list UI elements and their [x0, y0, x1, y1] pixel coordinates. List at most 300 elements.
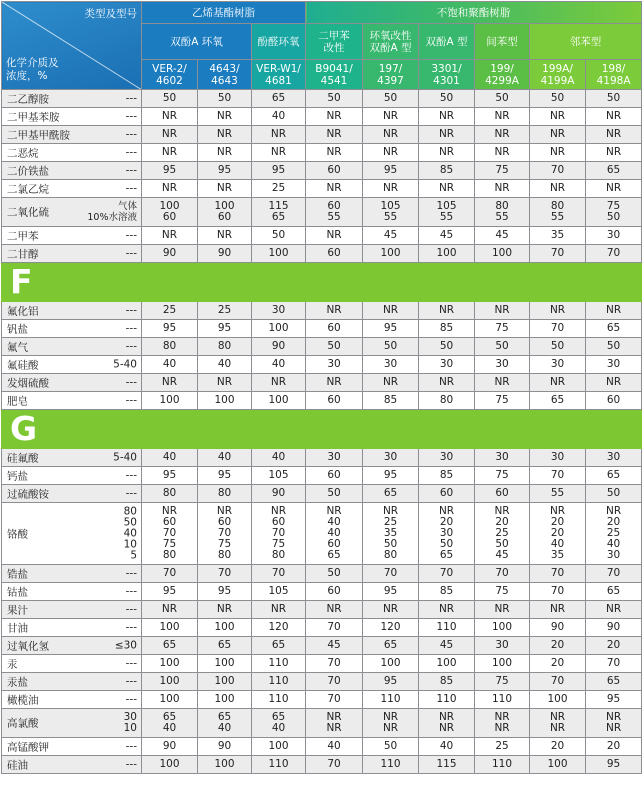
value-cell: NR	[586, 374, 642, 392]
value-cell: 70	[530, 162, 586, 180]
value-cell: 100	[142, 655, 198, 673]
concentration: ---	[125, 164, 137, 176]
value-cell: 70	[142, 565, 198, 583]
table-row	[2, 601, 642, 619]
concentration: 5-40	[113, 358, 137, 370]
value-cell: NR 60 70 75 80	[252, 503, 306, 565]
value-cell: 100	[475, 619, 530, 637]
value-cell: NR	[363, 108, 419, 126]
chemical-cell	[2, 655, 142, 673]
value-cell: 50	[363, 738, 419, 756]
value-cell: NR	[306, 601, 363, 619]
value-cell: 105 55	[419, 198, 475, 227]
chemical-name: 高氯酸	[7, 717, 39, 730]
value-cell: 70	[419, 565, 475, 583]
chemical-cell	[2, 162, 142, 180]
value-cell: 100	[363, 655, 419, 673]
value-cell: 60	[306, 583, 363, 601]
value-cell: NR	[198, 180, 252, 198]
chemical-cell	[2, 738, 142, 756]
value-cell: NR	[475, 144, 530, 162]
model-header-2: 4643/ 4643	[198, 60, 252, 90]
chemical-cell	[2, 392, 142, 410]
value-cell: NR	[530, 601, 586, 619]
chemical-cell	[2, 320, 142, 338]
value-cell: NR	[363, 302, 419, 320]
chemical-name: 二甲基苯胺	[7, 111, 60, 123]
chemical-name: 硅油	[7, 759, 28, 771]
value-cell: NR NR	[419, 709, 475, 738]
value-cell: 70	[252, 565, 306, 583]
chemical-name: 汞	[7, 658, 18, 670]
value-cell: 110	[475, 691, 530, 709]
value-cell: 45	[475, 227, 530, 245]
value-cell: NR	[586, 108, 642, 126]
value-cell: NR	[530, 180, 586, 198]
value-cell: 45	[306, 637, 363, 655]
value-cell: 80	[198, 485, 252, 503]
table-row	[2, 108, 642, 126]
value-cell: 60	[475, 485, 530, 503]
value-cell: NR 20 25 50 45	[475, 503, 530, 565]
section-letter-G: G	[2, 410, 642, 449]
value-cell: NR	[530, 302, 586, 320]
value-cell: 50	[586, 90, 642, 108]
value-cell: NR	[363, 144, 419, 162]
table-row	[2, 709, 642, 738]
value-cell: 30	[475, 449, 530, 467]
value-cell: 70	[306, 756, 363, 774]
chemical-name: 甘油	[7, 622, 28, 634]
chemical-cell	[2, 198, 142, 227]
resin-type-4: 环氧改性 双酚A 型	[363, 24, 419, 60]
concentration: ---	[125, 657, 137, 669]
concentration: 气体 10%水溶液	[87, 201, 137, 223]
table-row	[2, 90, 642, 108]
table-row	[2, 144, 642, 162]
value-cell: NR	[475, 126, 530, 144]
value-cell: 100	[198, 619, 252, 637]
value-cell: 110	[252, 691, 306, 709]
resin-group-2: 不饱和聚酯树脂	[306, 2, 642, 24]
value-cell: 95	[198, 583, 252, 601]
value-cell: NR 60 70 75 80	[198, 503, 252, 565]
value-cell: 70	[363, 565, 419, 583]
value-cell: 50	[306, 338, 363, 356]
value-cell: 20	[530, 655, 586, 673]
resistance-table	[1, 1, 642, 774]
value-cell: NR	[306, 108, 363, 126]
value-cell: NR	[419, 108, 475, 126]
value-cell: 40	[252, 108, 306, 126]
table-row	[2, 619, 642, 637]
value-cell: 30	[530, 356, 586, 374]
value-cell: 50	[419, 90, 475, 108]
value-cell: 110	[252, 655, 306, 673]
value-cell: 20	[586, 637, 642, 655]
value-cell: NR	[198, 144, 252, 162]
value-cell: NR	[252, 374, 306, 392]
value-cell: 40	[142, 356, 198, 374]
table-row	[2, 392, 642, 410]
table-row	[2, 180, 642, 198]
value-cell: 60	[306, 162, 363, 180]
value-cell: NR	[419, 144, 475, 162]
concentration: ---	[125, 675, 137, 687]
concentration: 30 10	[123, 711, 137, 734]
value-cell: 50	[306, 565, 363, 583]
value-cell: 100	[363, 245, 419, 263]
value-cell: 95	[198, 162, 252, 180]
corner-bottom-label	[6, 57, 59, 83]
value-cell: 95	[363, 162, 419, 180]
value-cell: NR	[475, 601, 530, 619]
concentration: ---	[125, 693, 137, 705]
value-cell: 65	[586, 583, 642, 601]
value-cell: 75	[475, 320, 530, 338]
model-header-4: B9041/ 4541	[306, 60, 363, 90]
concentration: ---	[125, 585, 137, 597]
concentration: ---	[125, 621, 137, 633]
chemical-name: 氟化铝	[7, 305, 39, 317]
value-cell: NR	[586, 302, 642, 320]
value-cell: 60	[306, 392, 363, 410]
value-cell: 65	[252, 90, 306, 108]
value-cell: 65	[142, 637, 198, 655]
value-cell: 60	[419, 485, 475, 503]
value-cell: 60	[306, 467, 363, 485]
chemical-name: 钙盐	[7, 470, 28, 482]
value-cell: 25	[198, 302, 252, 320]
value-cell: 90	[252, 338, 306, 356]
chemical-name: 二恶烷	[7, 147, 39, 159]
value-cell: 100	[142, 691, 198, 709]
value-cell: NR	[475, 374, 530, 392]
value-cell: 85	[419, 673, 475, 691]
resin-type-6: 间苯型	[475, 24, 530, 60]
concentration: ---	[125, 322, 137, 334]
chemical-name: 钒盐	[7, 323, 28, 335]
value-cell: 100	[475, 655, 530, 673]
value-cell: 60	[306, 320, 363, 338]
value-cell: 50	[363, 338, 419, 356]
chemical-name: 橄榄油	[7, 694, 39, 706]
value-cell: 50	[530, 90, 586, 108]
value-cell: NR	[419, 601, 475, 619]
value-cell: 65	[586, 162, 642, 180]
value-cell: 100	[198, 655, 252, 673]
value-cell: 70	[586, 565, 642, 583]
value-cell: 90	[586, 619, 642, 637]
value-cell: 50	[586, 485, 642, 503]
value-cell: 105	[252, 583, 306, 601]
value-cell: 80	[198, 338, 252, 356]
value-cell: 65	[252, 637, 306, 655]
chemical-name: 锆盐	[7, 568, 28, 580]
value-cell: NR 40 40 60 65	[306, 503, 363, 565]
value-cell: 100	[252, 392, 306, 410]
table-row	[2, 162, 642, 180]
section-G	[2, 410, 642, 449]
value-cell: 100	[419, 245, 475, 263]
value-cell: 70	[530, 673, 586, 691]
value-cell: 100	[419, 655, 475, 673]
value-cell: 65	[586, 467, 642, 485]
value-cell: 95	[142, 583, 198, 601]
value-cell: 40	[306, 738, 363, 756]
value-cell: 100	[198, 392, 252, 410]
chemical-cell	[2, 108, 142, 126]
value-cell: 30	[363, 449, 419, 467]
value-cell: NR NR	[530, 709, 586, 738]
value-cell: 30	[586, 449, 642, 467]
value-cell: 30	[475, 356, 530, 374]
value-cell: 50	[142, 90, 198, 108]
value-cell: 120	[363, 619, 419, 637]
value-cell: 110	[363, 691, 419, 709]
model-header-3: VER-W1/ 4681	[252, 60, 306, 90]
value-cell: 30	[530, 449, 586, 467]
chemical-name: 氟气	[7, 341, 28, 353]
chemical-name: 二甲苯	[7, 230, 39, 242]
value-cell: 65 40	[252, 709, 306, 738]
value-cell: 65	[586, 673, 642, 691]
value-cell: NR	[419, 374, 475, 392]
value-cell: NR	[142, 601, 198, 619]
value-cell: 50	[306, 90, 363, 108]
value-cell: NR	[306, 374, 363, 392]
value-cell: 95	[198, 467, 252, 485]
value-cell: 25	[252, 180, 306, 198]
value-cell: NR	[198, 601, 252, 619]
value-cell: 30	[306, 449, 363, 467]
value-cell: 65 40	[142, 709, 198, 738]
concentration: ---	[125, 469, 137, 481]
chemical-cell	[2, 302, 142, 320]
model-header-6: 3301/ 4301	[419, 60, 475, 90]
value-cell: 70	[530, 565, 586, 583]
table-row	[2, 655, 642, 673]
value-cell: 100	[198, 673, 252, 691]
value-cell: 100	[142, 756, 198, 774]
value-cell: 55	[530, 485, 586, 503]
chemical-cell	[2, 503, 142, 565]
value-cell: NR	[530, 108, 586, 126]
table-row	[2, 691, 642, 709]
value-cell: 40	[142, 449, 198, 467]
value-cell: 90	[198, 738, 252, 756]
section-letter-F: F	[2, 263, 642, 302]
model-header-5: 197/ 4397	[363, 60, 419, 90]
value-cell: 50	[252, 227, 306, 245]
value-cell: NR	[142, 374, 198, 392]
chemical-name: 肥皂	[7, 395, 28, 407]
value-cell: 40	[198, 449, 252, 467]
value-cell: 100	[475, 245, 530, 263]
corner-bottom-line1: 化学介质及	[6, 57, 59, 69]
value-cell: 100	[142, 673, 198, 691]
chemical-cell	[2, 673, 142, 691]
value-cell: NR	[419, 126, 475, 144]
value-cell: 90	[252, 485, 306, 503]
value-cell: 100	[142, 619, 198, 637]
resin-group-1: 乙烯基酯树脂	[142, 2, 306, 24]
value-cell: 70	[530, 320, 586, 338]
header-row-groups	[2, 2, 642, 24]
value-cell: 95	[198, 320, 252, 338]
value-cell: 30	[252, 302, 306, 320]
concentration: ---	[125, 487, 137, 499]
value-cell: 40	[419, 738, 475, 756]
value-cell: 65	[363, 485, 419, 503]
value-cell: 100 60	[198, 198, 252, 227]
value-cell: NR	[530, 126, 586, 144]
value-cell: 100 60	[142, 198, 198, 227]
value-cell: NR	[306, 227, 363, 245]
concentration: ---	[125, 229, 137, 241]
table-row	[2, 126, 642, 144]
chemical-cell	[2, 619, 142, 637]
table-row	[2, 503, 642, 565]
resin-type-7: 邻苯型	[530, 24, 642, 60]
concentration: ---	[125, 394, 137, 406]
value-cell: 40	[252, 449, 306, 467]
value-cell: NR	[252, 601, 306, 619]
value-cell: NR	[586, 180, 642, 198]
value-cell: 65 40	[198, 709, 252, 738]
chemical-cell	[2, 601, 142, 619]
value-cell: 70	[586, 655, 642, 673]
value-cell: 85	[419, 583, 475, 601]
chemical-name: 二价铁盐	[7, 165, 49, 177]
table-row	[2, 637, 642, 655]
value-cell: 75	[475, 162, 530, 180]
value-cell: 95	[586, 756, 642, 774]
value-cell: 40	[198, 356, 252, 374]
value-cell: 50	[475, 338, 530, 356]
value-cell: 95	[142, 467, 198, 485]
value-cell: NR	[475, 302, 530, 320]
concentration: ---	[125, 740, 137, 752]
model-header-1: VER-2/ 4602	[142, 60, 198, 90]
value-cell: 110	[363, 756, 419, 774]
value-cell: 80	[142, 485, 198, 503]
concentration: ---	[125, 128, 137, 140]
value-cell: 110	[252, 673, 306, 691]
table-row	[2, 356, 642, 374]
value-cell: 95	[363, 467, 419, 485]
value-cell: 50	[475, 90, 530, 108]
chemical-name: 二氯乙烷	[7, 183, 49, 195]
value-cell: 95	[142, 162, 198, 180]
concentration: ≤30	[114, 639, 137, 651]
value-cell: 70	[306, 673, 363, 691]
value-cell: NR	[586, 126, 642, 144]
value-cell: 95	[142, 320, 198, 338]
resin-type-2: 酚醛环氧	[252, 24, 306, 60]
chemical-name: 硅氟酸	[7, 452, 39, 464]
value-cell: 20	[530, 637, 586, 655]
chemical-cell	[2, 449, 142, 467]
chemical-name: 发烟硫酸	[7, 377, 49, 389]
value-cell: 100	[198, 691, 252, 709]
value-cell: 110	[252, 756, 306, 774]
value-cell: NR NR	[586, 709, 642, 738]
chemical-name: 氟硅酸	[7, 359, 39, 371]
value-cell: 70	[306, 691, 363, 709]
value-cell: NR	[142, 126, 198, 144]
resin-type-3: 二甲苯 改性	[306, 24, 363, 60]
value-cell: 95	[586, 691, 642, 709]
value-cell: NR NR	[475, 709, 530, 738]
table-row	[2, 565, 642, 583]
concentration: ---	[125, 247, 137, 259]
value-cell: 20	[530, 738, 586, 756]
resin-type-1: 双酚A 环氧	[142, 24, 252, 60]
value-cell: 115	[419, 756, 475, 774]
table-row	[2, 302, 642, 320]
value-cell: NR 60 70 75 80	[142, 503, 198, 565]
value-cell: NR	[419, 180, 475, 198]
value-cell: NR	[475, 180, 530, 198]
value-cell: 100	[252, 245, 306, 263]
value-cell: NR	[475, 108, 530, 126]
value-cell: 65	[530, 392, 586, 410]
value-cell: NR	[530, 144, 586, 162]
concentration: ---	[125, 92, 137, 104]
chemical-cell	[2, 245, 142, 263]
value-cell: 115 65	[252, 198, 306, 227]
table-row	[2, 449, 642, 467]
value-cell: 80 55	[475, 198, 530, 227]
value-cell: NR	[363, 180, 419, 198]
value-cell: 75	[475, 392, 530, 410]
value-cell: 110	[419, 619, 475, 637]
value-cell: 100	[142, 392, 198, 410]
value-cell: 80 55	[530, 198, 586, 227]
chemical-cell	[2, 227, 142, 245]
value-cell: 25	[142, 302, 198, 320]
section-F	[2, 263, 642, 302]
value-cell: NR	[363, 126, 419, 144]
value-cell: 95	[363, 673, 419, 691]
value-cell: 50	[306, 485, 363, 503]
value-cell: 70	[198, 565, 252, 583]
chemical-cell	[2, 126, 142, 144]
chemical-cell	[2, 356, 142, 374]
value-cell: NR	[198, 374, 252, 392]
value-cell: NR	[363, 601, 419, 619]
chemical-name: 铬酸	[7, 528, 28, 540]
concentration: 80 50 40 10 5	[123, 505, 137, 561]
chemical-name: 钴盐	[7, 586, 28, 598]
value-cell: 75	[475, 467, 530, 485]
chemical-cell	[2, 583, 142, 601]
value-cell: 25	[475, 738, 530, 756]
value-cell: NR	[419, 302, 475, 320]
value-cell: 50	[419, 338, 475, 356]
value-cell: 95	[252, 162, 306, 180]
value-cell: 65	[198, 637, 252, 655]
chemical-cell	[2, 756, 142, 774]
concentration: ---	[125, 146, 137, 158]
value-cell: 75	[475, 583, 530, 601]
value-cell: 60	[586, 392, 642, 410]
table-row	[2, 673, 642, 691]
table-row	[2, 467, 642, 485]
value-cell: 70	[306, 655, 363, 673]
chemical-name: 汞盐	[7, 676, 28, 688]
